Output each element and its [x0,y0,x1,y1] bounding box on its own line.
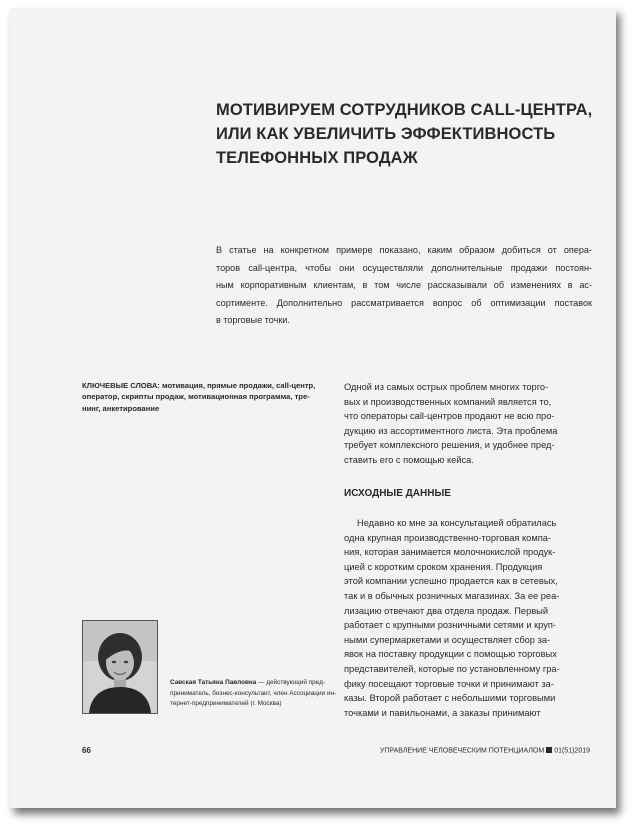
lead-line: ным корпоративным клиентам, в том числе рассказывали об изменениях в ас- [216,280,592,291]
body-line: ния, которая занимается молочнокислой продук- [344,547,556,558]
lead-line: торов call-центра, чтобы они осуществляли дополнительные продажи постоян- [216,262,592,273]
page-number: 66 [82,746,91,755]
issue-number: 01(51)2019 [554,747,590,755]
body-line: казы. Второй работает с небольшими торговыми [344,693,556,704]
author-bio: тернет-предпринимателей (г. Москва) [170,700,282,708]
journal-footer [380,747,590,755]
body-line: одна крупная производственно-торговая компа- [344,532,552,543]
body-line: Недавно ко мне за консультацией обратилась [357,518,557,528]
body-line: что операторы call-центров продают не всю про- [344,411,555,422]
body-line: дукцию из ассортиментного листа. Эта проблема [344,425,558,436]
lead-line: в торговые точки. [216,315,290,326]
body-line: явок на поставку продукции с помощью торговых [344,649,557,660]
intro-paragraph [344,380,604,468]
journal-name: УПРАВЛЕНИЕ ЧЕЛОВЕЧЕСКИМ ПОТЕНЦИАЛОМ [379,747,545,755]
keywords-line: оператор, скрипты продаж, мотивационная программа, тре- [82,392,310,402]
body-line: ставить его с помощью кейса. [344,454,474,465]
body-line: так и в обычных розничных магазинах. За ее реа- [344,590,560,601]
author-photo [82,620,158,714]
keywords-line: КЛЮЧЕВЫЕ СЛОВА: мотивация, прямые продажи, call-центр, [82,381,316,390]
author-bio: — действующий пред- [256,679,325,686]
author-name: Савская Татьяна Павловна [170,679,257,686]
body-line: требует комплексного решения, и удобнее пред- [344,440,555,451]
body-line: этой компании успешно продается как в сетевых, [344,576,558,587]
magazine-page [10,8,616,808]
lead-line: В статье на конкретном примере показано, каким образом добиться от опера- [216,245,592,255]
keywords-block [82,380,318,414]
author-bio: приниматель, бизнес-консультант, член Ассоциации ин- [170,689,337,697]
body-line: вых и производственных компаний является то, [344,396,552,407]
keywords-line: нинг, анкетирование [82,403,160,413]
title-line: МОТИВИРУЕМ СОТРУДНИКОВ CALL-ЦЕНТРА, [216,101,593,119]
square-icon [546,747,552,753]
body-line: точками и павильонами, а заказы принимают [344,707,541,718]
body-line: ными супермаркетами и осуществляет сбор за- [344,634,551,645]
section-heading: ИСХОДНЫЕ ДАННЫЕ [344,488,451,499]
body-line: лизацию отвечают два отдела продаж. Первый [344,605,549,616]
body-line: представителей, которые по установленному гра- [344,663,560,674]
title-line: ТЕЛЕФОННЫХ ПРОДАЖ [216,149,418,167]
section-paragraph [344,516,604,720]
author-caption [170,678,336,710]
author-portrait [83,621,157,713]
body-line: работает с крупными розничными сетями и круп- [344,620,557,631]
body-line: фику посещают торговые точки и принимают за- [344,678,554,689]
body-line: Одной из самых острых проблем многих торго- [344,382,549,392]
article-lead [216,242,592,330]
lead-line: сортименте. Дополнительно рассматривается вопрос об оптимизации поставок [216,297,592,308]
article-title [216,98,606,170]
title-line: ИЛИ КАК УВЕЛИЧИТЬ ЭФФЕКТИВНОСТЬ [216,125,556,143]
body-line: цией с коротким сроком хранения. Продукция [344,561,543,572]
